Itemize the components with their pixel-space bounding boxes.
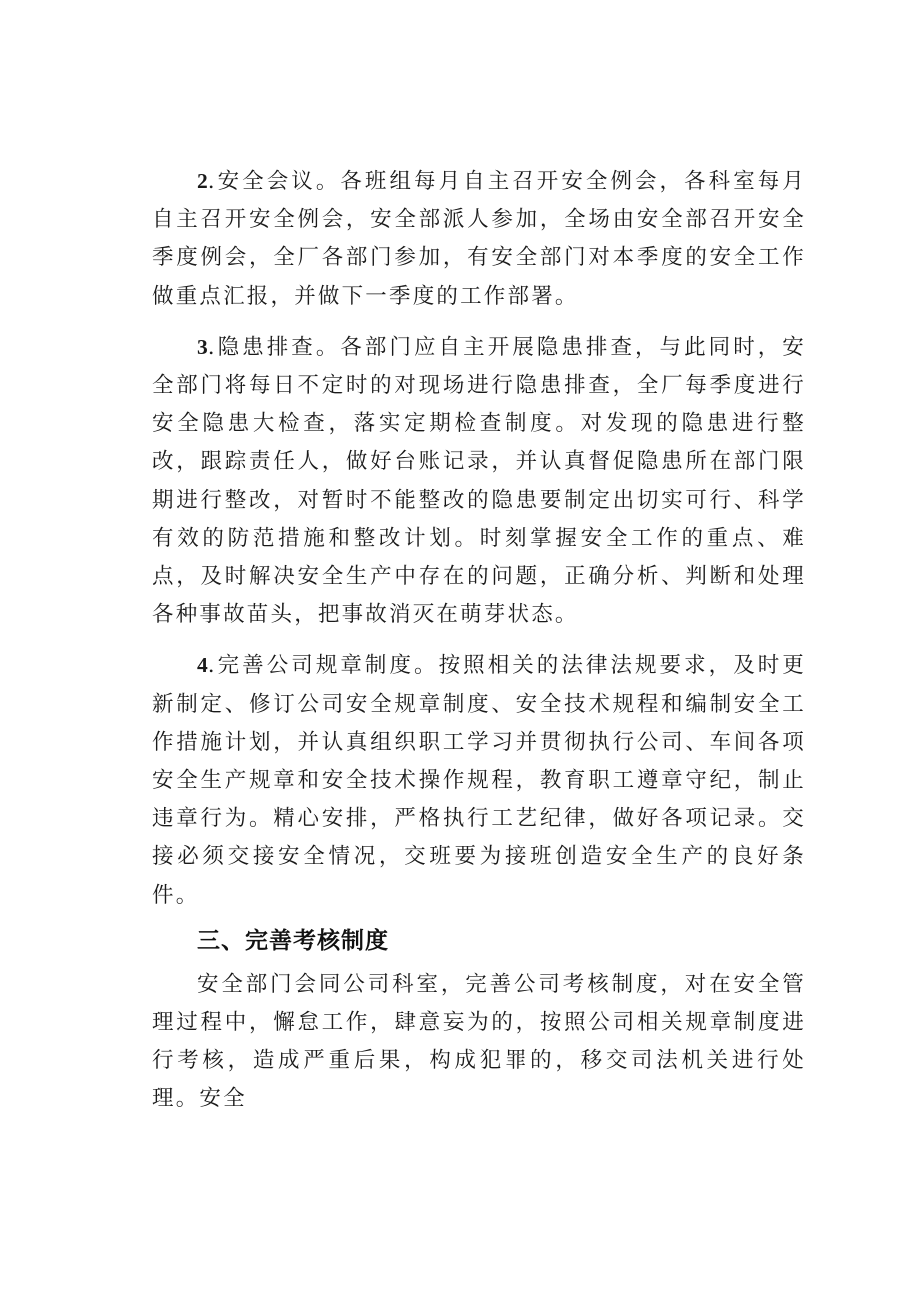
document-body (152, 162, 806, 1119)
item-number: 2 (197, 169, 208, 193)
section-heading: 三、完善考核制度 (197, 927, 389, 954)
item-number: 3 (197, 334, 208, 359)
paragraph-text: .安全会议。各班组每月自主召开安全例会，各科室每月自主召开安全例会，安全部派人参加，全场由安全部召开安全季度例会，全厂各部门参加，有安全部门对本季度的安全工作做重点汇报，并做下一季度的工作部署。 (152, 169, 806, 309)
paragraph-assessment: 安全部门会同公司科室，完善公司考核制度，对在安全管理过程中，懈怠工作，肆意妄为的，按照公司相关规章制度进行考核，造成严重后果，构成犯罪的，移交司法机关进行处理。安全 (152, 971, 806, 1112)
paragraph-hazard-inspection (152, 328, 806, 635)
paragraph-safety-meeting (152, 162, 806, 316)
paragraph-company-rules (152, 646, 806, 914)
paragraph-text: .完善公司规章制度。按照相关的法律法规要求，及时更新制定、修订公司安全规章制度、安全技术规程和编制安全工作措施计划，并认真组织职工学习并贯彻执行公司、车间各项安全生产规章和安全技术操作规程，教育职工遵章守纪，制止违章行为。精心安排，严格执行工艺纪律，做好各项记录。交接必须交接安全情况，交班要为接班创造安全生产的良好条件。 (152, 653, 806, 908)
paragraph-text: .隐患排查。各部门应自主开展隐患排查，与此同时，安全部门将每日不定时的对现场进行隐患排查，全厂每季度进行安全隐患大检查，落实定期检查制度。对发现的隐患进行整改，跟踪责任人，做好台账记录，并认真督促隐患所在部门限期进行整改，对暂时不能整改的隐患要制定出切实可行、科学有效的防范措施和整改计划。时刻掌握安全工作的重点、难点，及时解决安全生产中存在的问题，正确分析、判断和处理各种事故苗头，把事故消灭在萌芽状态。 (152, 334, 806, 628)
item-number: 4 (197, 653, 208, 678)
